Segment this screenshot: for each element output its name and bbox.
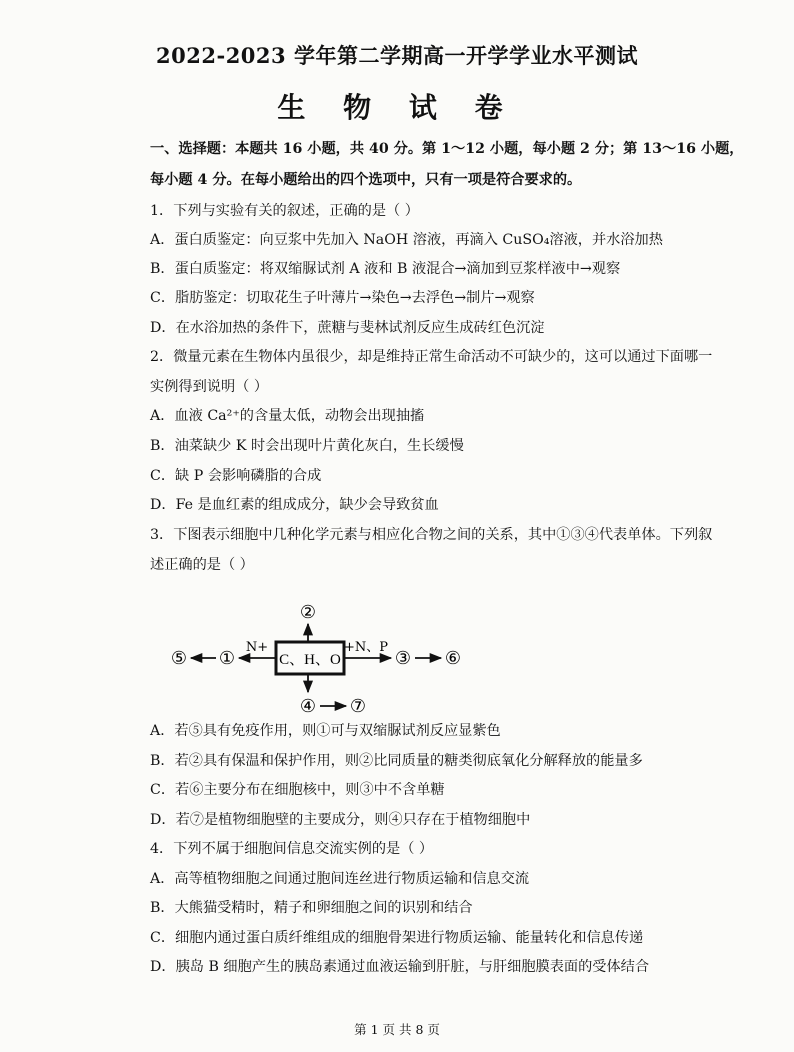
- q4-stem: 4．下列不属于细胞间信息交流实例的是（ ）: [150, 841, 434, 857]
- label-n-plus: N+: [245, 640, 269, 655]
- page-number: 第 1 页 共 8 页: [354, 1022, 440, 1037]
- compound-relationship-diagram: [165, 602, 485, 740]
- q4-option-a: A．高等植物细胞之间通过胞间连丝进行物质运输和信息交流: [150, 871, 530, 887]
- label-n-p: +N、P: [343, 640, 389, 655]
- section-instructions-line1: 一、选择题：本题共 16 小题，共 40 分。第 1～12 小题，每小题 2 分；第 13～16 小题，: [150, 141, 744, 157]
- node-1: ①: [218, 648, 236, 669]
- element-box-label: C、H、O: [279, 652, 341, 668]
- q3-stem-line2: 述正确的是（ ）: [150, 557, 254, 573]
- q1-option-b: B．蛋白质鉴定：将双缩脲试剂 A 液和 B 液混合→滴加到豆浆样液中→观察: [150, 261, 621, 277]
- q2-option-b: B．油菜缺少 K 时会出现叶片黄化灰白，生长缓慢: [150, 438, 464, 454]
- section-instructions-line2: 每小题 4 分。在每小题给出的四个选项中，只有一项是符合要求的。: [150, 172, 582, 188]
- q1-option-d: D．在水浴加热的条件下，蔗糖与斐林试剂反应生成砖红色沉淀: [150, 320, 545, 336]
- q4-option-d: D．胰岛 B 细胞产生的胰岛素通过血液运输到肝脏，与肝细胞膜表面的受体结合: [150, 959, 650, 975]
- q1-stem: 1．下列与实验有关的叙述，正确的是（ ）: [150, 203, 419, 219]
- subject-title: 生 物 试 卷: [277, 91, 517, 124]
- q3-option-a: A．若⑤具有免疫作用，则①可与双缩脲试剂反应显紫色: [150, 723, 501, 739]
- q4-option-b: B．大熊猫受精时，精子和卵细胞之间的识别和结合: [150, 900, 473, 916]
- node-7: ⑦: [349, 696, 367, 717]
- q2-option-d: D．Fe 是血红素的组成成分，缺少会导致贫血: [150, 497, 439, 513]
- node-4: ④: [299, 696, 317, 717]
- q3-stem-line1: 3．下图表示细胞中几种化学元素与相应化合物之间的关系，其中①③④代表单体。下列叙: [150, 527, 713, 543]
- node-2: ②: [299, 602, 317, 623]
- q2-option-a: A．血液 Ca²⁺的含量太低，动物会出现抽搐: [150, 408, 425, 424]
- node-3: ③: [394, 648, 412, 669]
- q1-option-a: A．蛋白质鉴定：向豆浆中先加入 NaOH 溶液，再滴入 CuSO₄溶液，并水浴加热: [150, 232, 663, 248]
- q2-stem-line1: 2．微量元素在生物体内虽很少，却是维持正常生命活动不可缺少的，这可以通过下面哪一: [150, 349, 713, 365]
- exam-title: 2022-2023 学年第二学期高一开学学业水平测试: [156, 43, 638, 68]
- q1-option-c: C．脂肪鉴定：切取花生子叶薄片→染色→去浮色→制片→观察: [150, 290, 535, 306]
- node-5: ⑤: [170, 648, 188, 669]
- q3-option-c: C．若⑥主要分布在细胞核中，则③中不含单糖: [150, 782, 445, 798]
- node-6: ⑥: [444, 648, 462, 669]
- q3-option-b: B．若②具有保温和保护作用，则②比同质量的糖类彻底氧化分解释放的能量多: [150, 753, 643, 769]
- q3-option-d: D．若⑦是植物细胞壁的主要成分，则④只存在于植物细胞中: [150, 812, 531, 828]
- q4-option-c: C．细胞内通过蛋白质纤维组成的细胞骨架进行物质运输、能量转化和信息传递: [150, 930, 644, 946]
- q2-stem-line2: 实例得到说明（ ）: [150, 379, 269, 395]
- q2-option-c: C．缺 P 会影响磷脂的合成: [150, 468, 322, 484]
